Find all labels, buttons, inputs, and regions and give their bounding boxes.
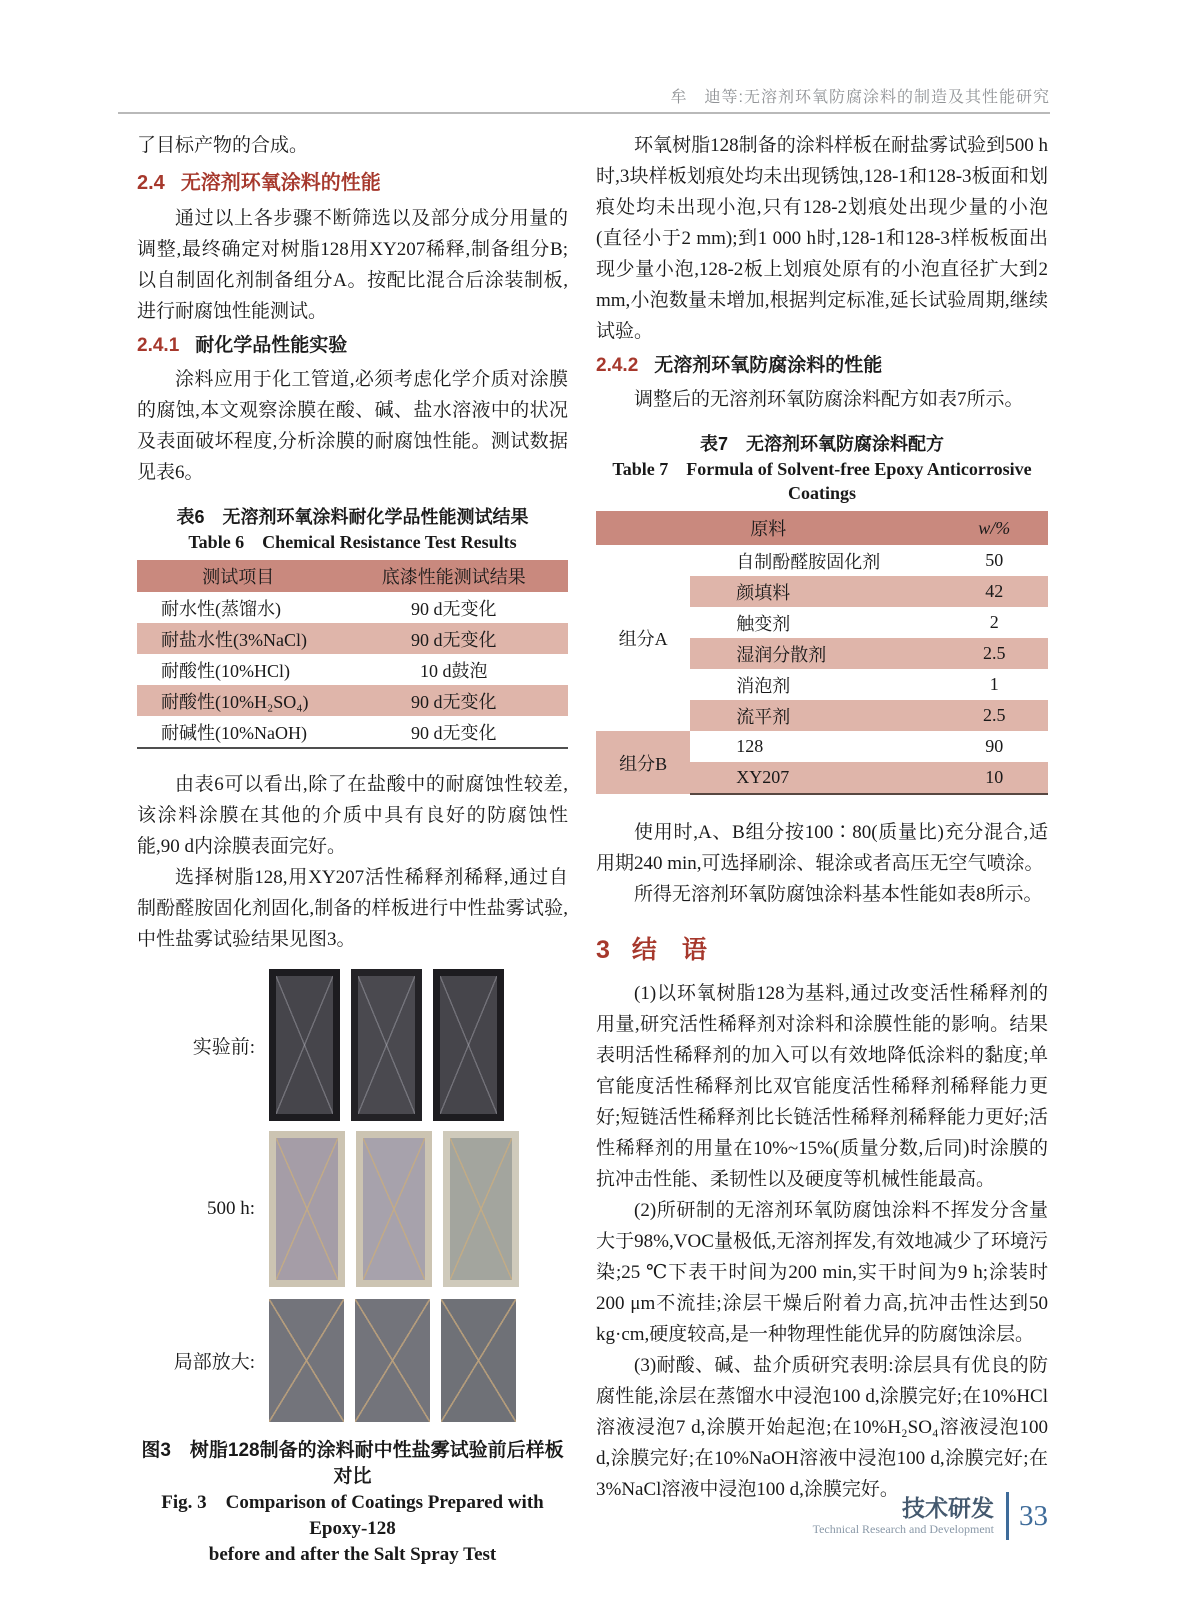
section-title: 结 语 [631,936,707,964]
footer-section-en: Technical Research and Development [812,1522,994,1536]
page-number: 33 [1019,1499,1048,1532]
table-cell: 流平剂 [690,700,940,731]
section-title: 耐化学品性能实验 [195,335,348,356]
table-cell: 耐酸性(10%H₂SO₄) [137,685,340,716]
figure-row-before [137,969,568,1121]
sample-panel [433,969,504,1121]
page-footer [813,1492,1048,1540]
figure3-caption-en: Fig. 3 Comparison of Coatings Prepared with Epoxy-128 [161,1492,544,1539]
footer-section [813,1495,994,1537]
table-cell: 2 [989,612,999,632]
sample-panel [269,1131,345,1287]
figure-row-closeup [137,1299,568,1422]
paragraph: 调整后的无溶剂环氧防腐涂料配方如表7所示。 [634,389,1024,410]
right-column [596,130,1048,1505]
table-row [137,685,568,716]
table7-title-en: Table 7 Formula of Solvent-free Epoxy Anticorrosive [612,459,1032,479]
table-cell: 耐水性(蒸馏水) [161,598,281,619]
table6-header-item: 测试项目 [137,560,340,592]
table-cell: 自制酚醛胺固化剂 [736,551,881,572]
sample-panel [351,969,422,1121]
table-cell: 50 [985,550,1004,570]
paragraph: 通过以上各步骤不断筛选以及部分成分用量的调整,最终确定对树脂128用XY207稀释,制备组分B;以自制固化剂制备组分A。按配比混合后涂装制板,进行耐腐蚀性能测试。 [137,208,568,322]
paragraph: 由表6可以看出,除了在盐酸中的耐腐蚀性较差,该涂料涂膜在其他的介质中具有良好的防腐蚀性能,90 d内涂膜表面完好。 [137,774,568,857]
table7-header-row [596,511,1048,545]
figure3-caption-cn: 图3 树脂128制备的涂料耐中性盐雾试验前后样板对比 [141,1440,564,1487]
footer-divider [1006,1492,1009,1540]
table-cell: 2.5 [941,638,1048,669]
sample-panel [269,969,340,1121]
paragraph: (3)耐酸、碱、盐介质研究表明:涂层具有优良的防腐性能,涂层在蒸馏水中浸泡100 d,涂膜完好;在10%HCl溶液浸泡7 d,涂膜开始起泡;在10%H₂SO₄溶液浸泡100 d,涂膜完好;在10%NaOH溶液中浸泡100 d,涂膜完好;在3%NaCl溶液中浸泡100 d,涂膜完好。 [596,1355,1048,1500]
section-heading-2-4-1 [137,332,568,360]
table6-title-en: Table 6 Chemical Resistance Test Results [188,532,517,552]
section-title: 无溶剂环氧防腐涂料的性能 [654,355,883,376]
section-number: 2.4 [137,172,165,194]
section-title: 无溶剂环氧涂料的性能 [180,172,381,194]
table6 [137,560,568,749]
sample-panel [355,1299,430,1422]
section-number: 2.4.2 [596,355,639,376]
figure-row-label: 500 h: [206,1198,255,1219]
group-a-label: 组分A [618,629,668,649]
table-row [137,592,568,623]
table-cell: 1 [989,674,999,694]
figure3 [137,969,568,1568]
table-cell: 耐酸性(10%HCl) [161,660,290,681]
paragraph: 选择树脂128,用XY207活性稀释剂稀释,通过自制酚醛胺固化剂固化,制备的样板进行中性盐雾试验,中性盐雾试验结果见图3。 [137,867,568,950]
table-cell: 90 d无变化 [340,623,568,654]
table-cell: 90 d无变化 [340,716,568,748]
section-heading-2-4-2 [596,352,1048,380]
table-cell: 2.5 [941,700,1048,731]
table-row [137,716,568,748]
table-cell: 消泡剂 [736,675,791,696]
sample-panel [269,1299,344,1422]
paragraph-continuation: 了目标产物的合成。 [137,135,309,156]
table6-header-row [137,560,568,592]
table7-block [596,431,1048,795]
table6-header-result: 底漆性能测试结果 [340,560,568,592]
table-cell: 湿润分散剂 [690,638,940,669]
paragraph: 涂料应用于化工管道,必须考虑化学介质对涂膜的腐蚀,本文观察涂膜在酸、碱、盐水溶液中的状况及表面破坏程度,分析涂膜的耐腐蚀性能。测试数据见表6。 [137,369,568,483]
left-column [137,130,568,1568]
table-row [596,545,1048,576]
group-b-label: 组分B [596,731,690,794]
table-cell: 128 [736,736,764,756]
table-cell: 90 [985,736,1004,756]
table-cell: 90 d无变化 [340,685,568,716]
figure-row-label: 局部放大: [173,1352,255,1373]
paragraph: (1)以环氧树脂128为基料,通过改变活性稀释剂的用量,研究活性稀释剂对涂料和涂膜性能的影响。结果表明活性稀释剂的加入可以有效地降低涂料的黏度;单官能度活性稀释剂比双官能度活性稀释剂稀释能力更好;短链活性稀释剂比长链活性稀释剂稀释能力更好;活性稀释剂的用量在10%~15%(质量分数,后同)时涂膜的抗冲击性能、柔韧性以及硬度等机械性能最高。 [596,983,1048,1190]
panel-group [269,1131,519,1287]
paragraph: 使用时,A、B组分按100∶80(质量比)充分混合,适用期240 min,可选择刷涂、辊涂或者高压无空气喷涂。 [596,822,1048,874]
table7 [596,511,1048,795]
figure3-caption [137,1438,568,1568]
table-cell: 10 d鼓泡 [420,660,488,681]
paragraph: (2)所研制的无溶剂环氧防腐蚀涂料不挥发分含量大于98%,VOC量极低,无溶剂挥发,有效地减少了环境污染;25 ℃下表干时间为200 min,实干时间为9 h;涂装时200 μm不流挂;涂层干燥后附着力高,抗冲击性达到50 kg·cm,硬度较高,是一种物理性能优异的防腐蚀涂层。 [596,1200,1048,1345]
table6-title-cn: 表6 无溶剂环氧涂料耐化学品性能测试结果 [176,507,529,527]
section-heading-3 [596,934,1048,966]
paragraph: 环氧树脂128制备的涂料样板在耐盐雾试验到500 h时,3块样板划痕处均未出现锈蚀,128-1和128-3板面和划痕处均未出现小泡,只有128-2划痕处出现少量的小泡(直径小于2 mm);到1 000 h时,128-1和128-3样板板面出现少量小泡,128-2板上划痕处原有的小泡直径扩大到2 mm,小泡数量未增加,根据判定标准,延长试验周期,继续试验。 [596,135,1048,342]
figure3-caption-en: before and after the Salt Spray Test [208,1544,497,1565]
figure-row-500h [137,1131,568,1287]
table7-header-material: 原料 [596,511,941,545]
figure-row-label: 实验前: [192,1036,255,1058]
footer-section-cn: 技术研发 [902,1495,994,1521]
paragraph: 所得无溶剂环氧防腐蚀涂料基本性能如表8所示。 [634,884,1043,905]
sample-panel [441,1299,516,1422]
table7-title-en: Coatings [787,483,856,503]
table7-title-cn: 表7 无溶剂环氧防腐涂料配方 [699,434,944,454]
table6-block [137,504,568,749]
table-cell: 颜填料 [690,576,940,607]
table-cell: 10 [941,762,1048,794]
table-cell: 42 [941,576,1048,607]
sample-panel [443,1131,519,1287]
section-heading-2-4 [137,169,568,197]
section-number: 2.4.1 [137,335,180,356]
table-row [596,731,1048,762]
table-cell: 耐碱性(10%NaOH) [137,716,340,748]
table-row [137,654,568,685]
table-cell: 90 d无变化 [411,598,497,619]
panel-group [269,969,504,1121]
table-cell: XY207 [690,762,940,794]
section-number: 3 [596,936,610,964]
running-header: 牟 迪等:无溶剂环氧防腐涂料的制造及其性能研究 [670,89,1050,106]
table7-header-wpct: w/% [941,511,1048,545]
header-rule [118,112,1050,114]
table-cell: 耐盐水性(3%NaCl) [137,623,340,654]
table-cell: 触变剂 [736,613,791,634]
panel-group [269,1299,516,1422]
sample-panel [356,1131,432,1287]
table-row [137,623,568,654]
